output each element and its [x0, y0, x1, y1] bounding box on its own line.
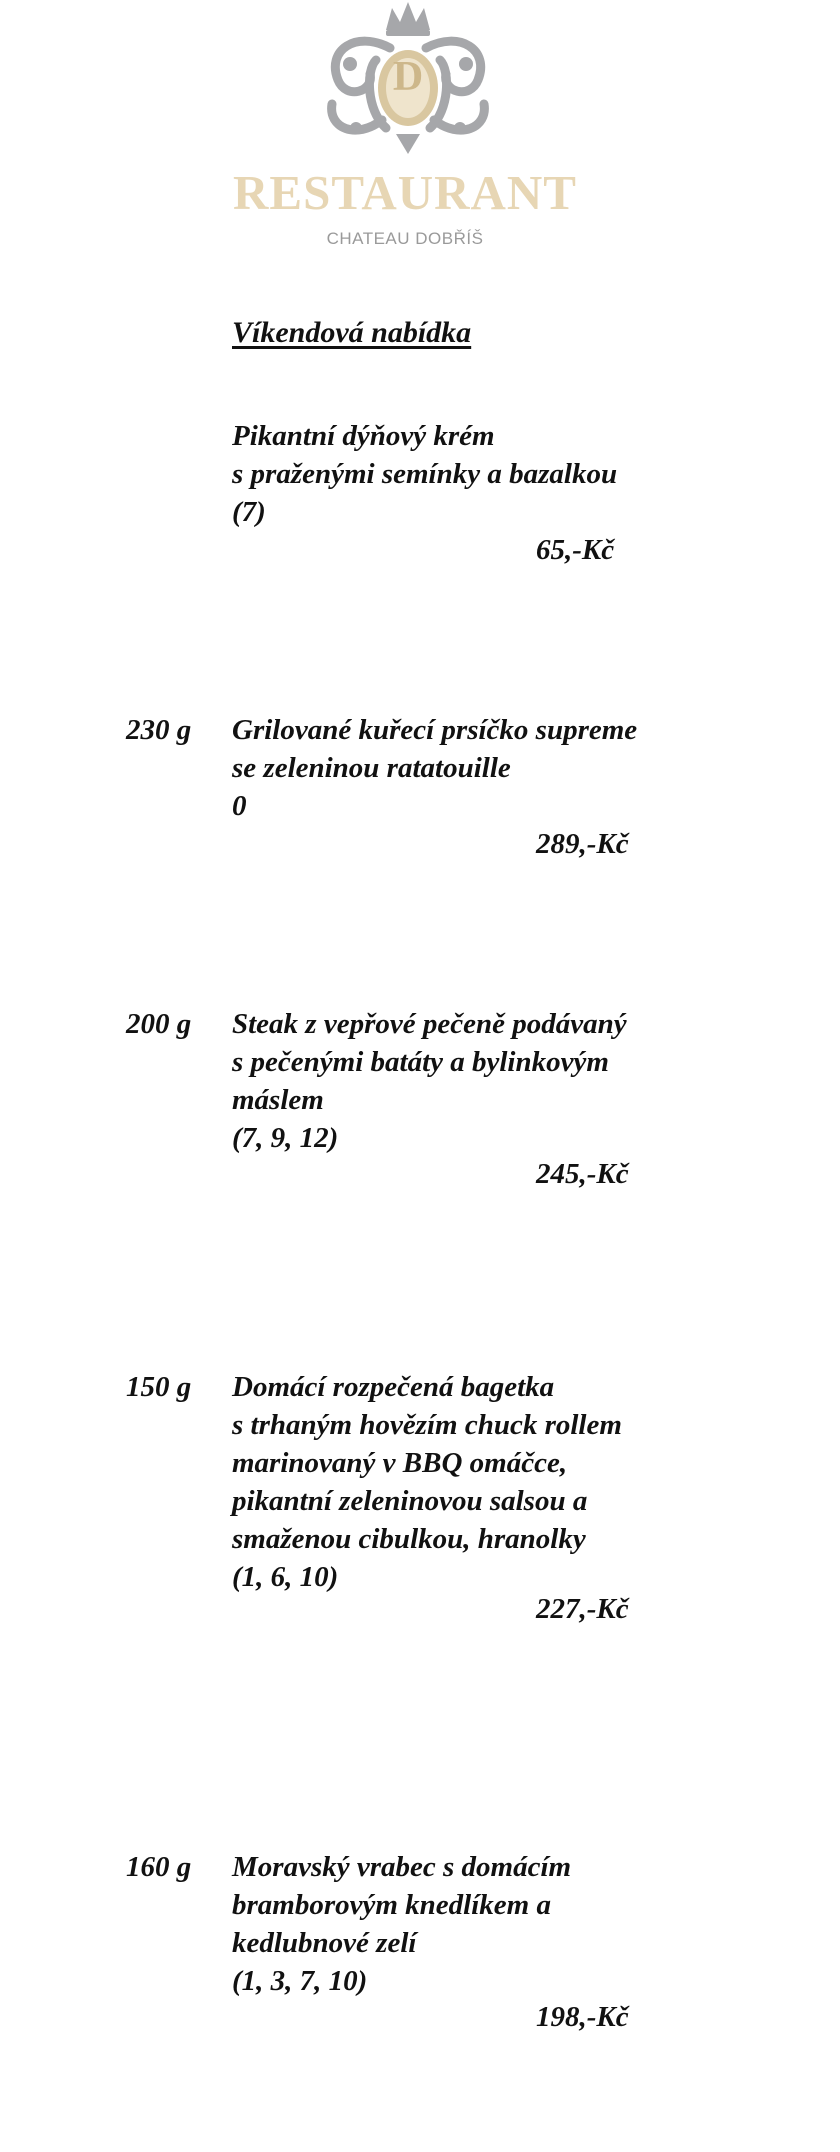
item-weight: 200 g — [126, 1008, 192, 1040]
item-line: Domácí rozpečená bagetka — [232, 1371, 555, 1403]
item-line: bramborovým knedlíkem a — [232, 1889, 551, 1921]
emblem-letter: D — [392, 54, 424, 100]
item-price: 245,-Kč — [536, 1158, 629, 1190]
item-weight: 160 g — [126, 1851, 192, 1883]
item-line: Moravský vrabec s domácím — [232, 1851, 572, 1883]
item-line: Steak z vepřové pečeně podávaný — [232, 1008, 627, 1040]
item-line: Grilované kuřecí prsíčko supreme — [232, 714, 638, 746]
restaurant-logo — [0, 0, 840, 270]
item-price: 227,-Kč — [536, 1593, 629, 1625]
item-allergens: (1, 3, 7, 10) — [232, 1965, 368, 1997]
item-line: s pečenými batáty a bylinkovým — [232, 1046, 609, 1078]
item-allergens: (7) — [232, 496, 266, 528]
item-line: Pikantní dýňový krém — [232, 420, 495, 452]
item-allergens: (1, 6, 10) — [232, 1561, 339, 1593]
item-description — [232, 417, 712, 531]
brand-name: RESTAURANT — [233, 165, 577, 220]
item-weight: 230 g — [126, 714, 192, 746]
brand-subtitle: CHATEAU DOBŘÍŠ — [326, 229, 484, 248]
item-allergens: 0 — [232, 790, 247, 822]
menu-heading: Víkendová nabídka — [232, 316, 472, 349]
item-allergens: (7, 9, 12) — [232, 1122, 339, 1154]
item-description — [232, 1005, 712, 1157]
item-description — [232, 711, 712, 825]
item-line: máslem — [232, 1084, 324, 1116]
item-weight: 150 g — [126, 1371, 192, 1403]
item-line: s trhaným hovězím chuck rollem — [232, 1409, 622, 1441]
item-price: 198,-Kč — [536, 2001, 629, 2033]
item-description — [232, 1368, 712, 1596]
item-line: smaženou cibulkou, hranolky — [232, 1523, 586, 1555]
item-line: se zeleninou ratatouille — [232, 752, 511, 784]
item-price: 65,-Kč — [536, 534, 615, 566]
item-price: 289,-Kč — [536, 828, 629, 860]
item-line: pikantní zeleninovou salsou a — [232, 1485, 588, 1517]
item-description — [232, 1848, 712, 2000]
item-line: kedlubnové zelí — [232, 1927, 417, 1959]
item-line: marinovaný v BBQ omáčce, — [232, 1447, 568, 1479]
item-line: s praženými semínky a bazalkou — [232, 458, 618, 490]
